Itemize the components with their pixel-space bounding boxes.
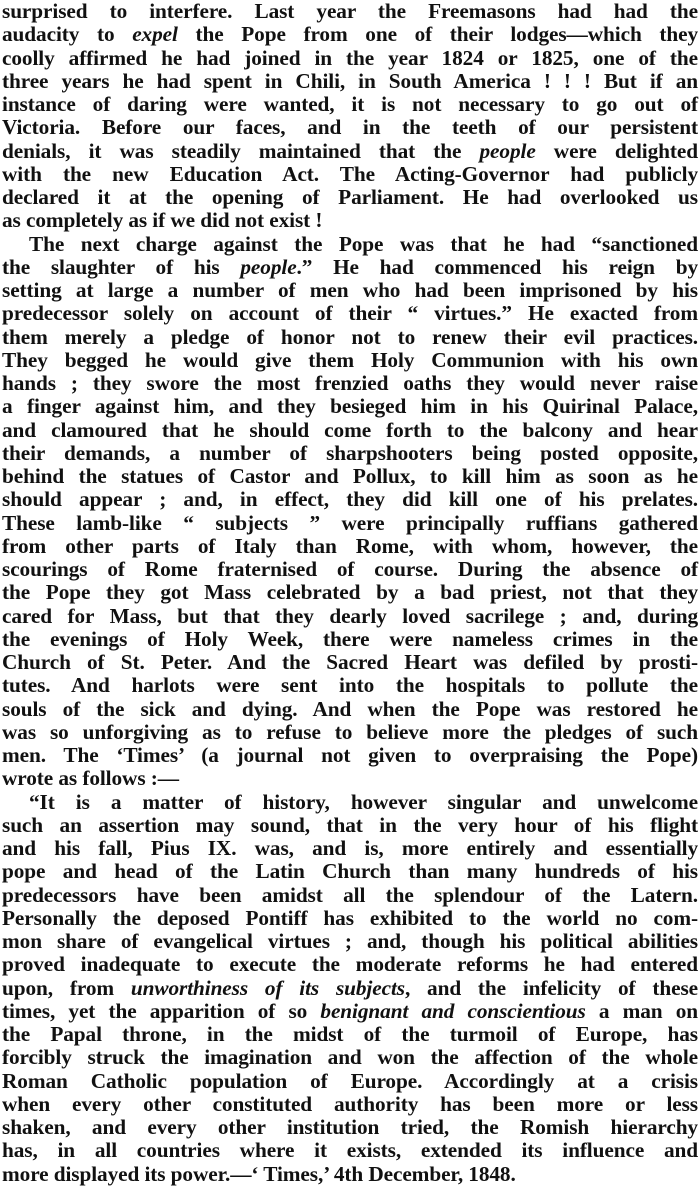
text-line: Roman Catholic population of Europe. Accordingly at a crisis (2, 1068, 698, 1093)
text-line: the Papal throne, in the midst of the turmoil of Europe, has (2, 1022, 698, 1046)
paragraph-freemasons (2, 0, 698, 233)
text-line: the slaughter of his people.” He had commenced his reign by (2, 254, 698, 279)
text-line: audacity to expel the Pope from one of their lodges—which they (2, 22, 698, 47)
text-line: These lamb-like “ subjects ” were principally ruffians gathered (2, 510, 698, 535)
text-line: declared it at the opening of Parliament. He had overlooked us (2, 185, 698, 209)
text-line: souls of the sick and dying. And when the Pope was restored he (2, 696, 698, 721)
text-line: more displayed its power.—‘ Times,’ 4th December, 1848. (2, 1161, 516, 1186)
text-line: has, in all countries where it exists, extended its influence and (2, 1138, 698, 1163)
text-line: upon, from unworthiness of its subjects, and the infelicity of these (2, 975, 698, 1000)
text-line: predecessor solely on account of their “ virtues.” He exacted from (2, 301, 698, 326)
text-line: their demands, a number of sharpshooters being posted opposite, (2, 440, 698, 465)
text-line: with the new Education Act. The Acting-Governor had publicly (2, 161, 698, 186)
text-line: “It is a matter of history, however singular and unwelcome (29, 789, 698, 814)
text-line: instance of daring were wanted, it is not necessary to go out of (2, 92, 698, 116)
text-line: and clamoured that he should come forth to the balcony and hear (2, 417, 698, 442)
text-line: three years he had spent in Chili, in South America ! ! ! But if an (2, 68, 698, 93)
text-line: Victoria. Before our faces, and in the teeth of our persistent (2, 115, 698, 140)
text-line: behind the statues of Castor and Pollux, to kill him as soon as he (2, 464, 698, 488)
text-line: denials, it was steadily maintained that the people were delighted (2, 138, 698, 163)
text-line: setting at large a number of men who had been imprisoned by his (2, 278, 698, 302)
text-line: should appear ; and, in effect, they did kill one of his prelates. (2, 487, 698, 512)
text-line: the evenings of Holy Week, there were nameless crimes in the (2, 626, 698, 651)
text-line: forcibly struck the imagination and won the affection of the whole (2, 1045, 698, 1070)
text-line: Church of St. Peter. And the Sacred Heart was defiled by prosti- (2, 650, 698, 674)
text-line: shaken, and every other institution tried, the Romish hierarchy (2, 1115, 698, 1139)
text-line: times, yet the apparition of so benignant and conscientious a man on (2, 998, 698, 1023)
text-line: was so unforgiving as to refuse to believe more the pledges of such (2, 719, 698, 744)
text-line: The next charge against the Pope was that he had “sanctioned (29, 231, 698, 256)
text-line: predecessors have been amidst all the splendour of the Latern. (2, 882, 698, 907)
text-line: the Pope they got Mass celebrated by a bad priest, not that they (2, 580, 698, 605)
text-line: pope and head of the Latin Church than many hundreds of his (2, 859, 698, 884)
text-line: such an assertion may sound, that in the very hour of his flight (2, 812, 698, 837)
text-line: them merely a pledge of honor not to renew their evil practices. (2, 324, 698, 349)
text-line: coolly affirmed he had joined in the year 1824 or 1825, one of the (2, 45, 698, 70)
text-line: proved inadequate to execute the moderate reforms he had entered (2, 952, 698, 977)
text-line: hands ; they swore the most frenzied oaths they would never raise (2, 371, 698, 395)
text-line: cared for Mass, but that they dearly loved sacrilege ; and, during (2, 603, 698, 628)
text-line: scourings of Rome fraternised of course. During the absence of (2, 557, 698, 581)
text-line: mon share of evangelical virtues ; and, though his political abilities (2, 929, 698, 953)
text-line: men. The ‘Times’ (a journal not given to overpraising the Pope) (2, 743, 698, 767)
text-line: wrote as follows :— (2, 766, 179, 791)
text-line: a finger against him, and they besieged him in his Quirinal Palace, (2, 394, 698, 419)
text-line: tutes. And harlots were sent into the hospitals to pollute the (2, 673, 698, 698)
text-line: They begged he would give them Holy Communion with his own (2, 347, 698, 372)
paragraph-slaughter-charge (2, 233, 698, 791)
text-line: Personally the deposed Pontiff has exhibited to the world no com- (2, 905, 698, 930)
text-line: and his fall, Pius IX. was, and is, more entirely and essentially (2, 836, 698, 860)
text-line: as completely as if we did not exist ! (2, 208, 323, 233)
text-line: when every other constituted authority has been more or less (2, 1091, 698, 1116)
text-line: surprised to interfere. Last year the Freemasons had had the (2, 0, 698, 23)
text-line: from other parts of Italy than Rome, with whom, however, the (2, 533, 698, 558)
paragraph-times-quotation (2, 791, 698, 1186)
